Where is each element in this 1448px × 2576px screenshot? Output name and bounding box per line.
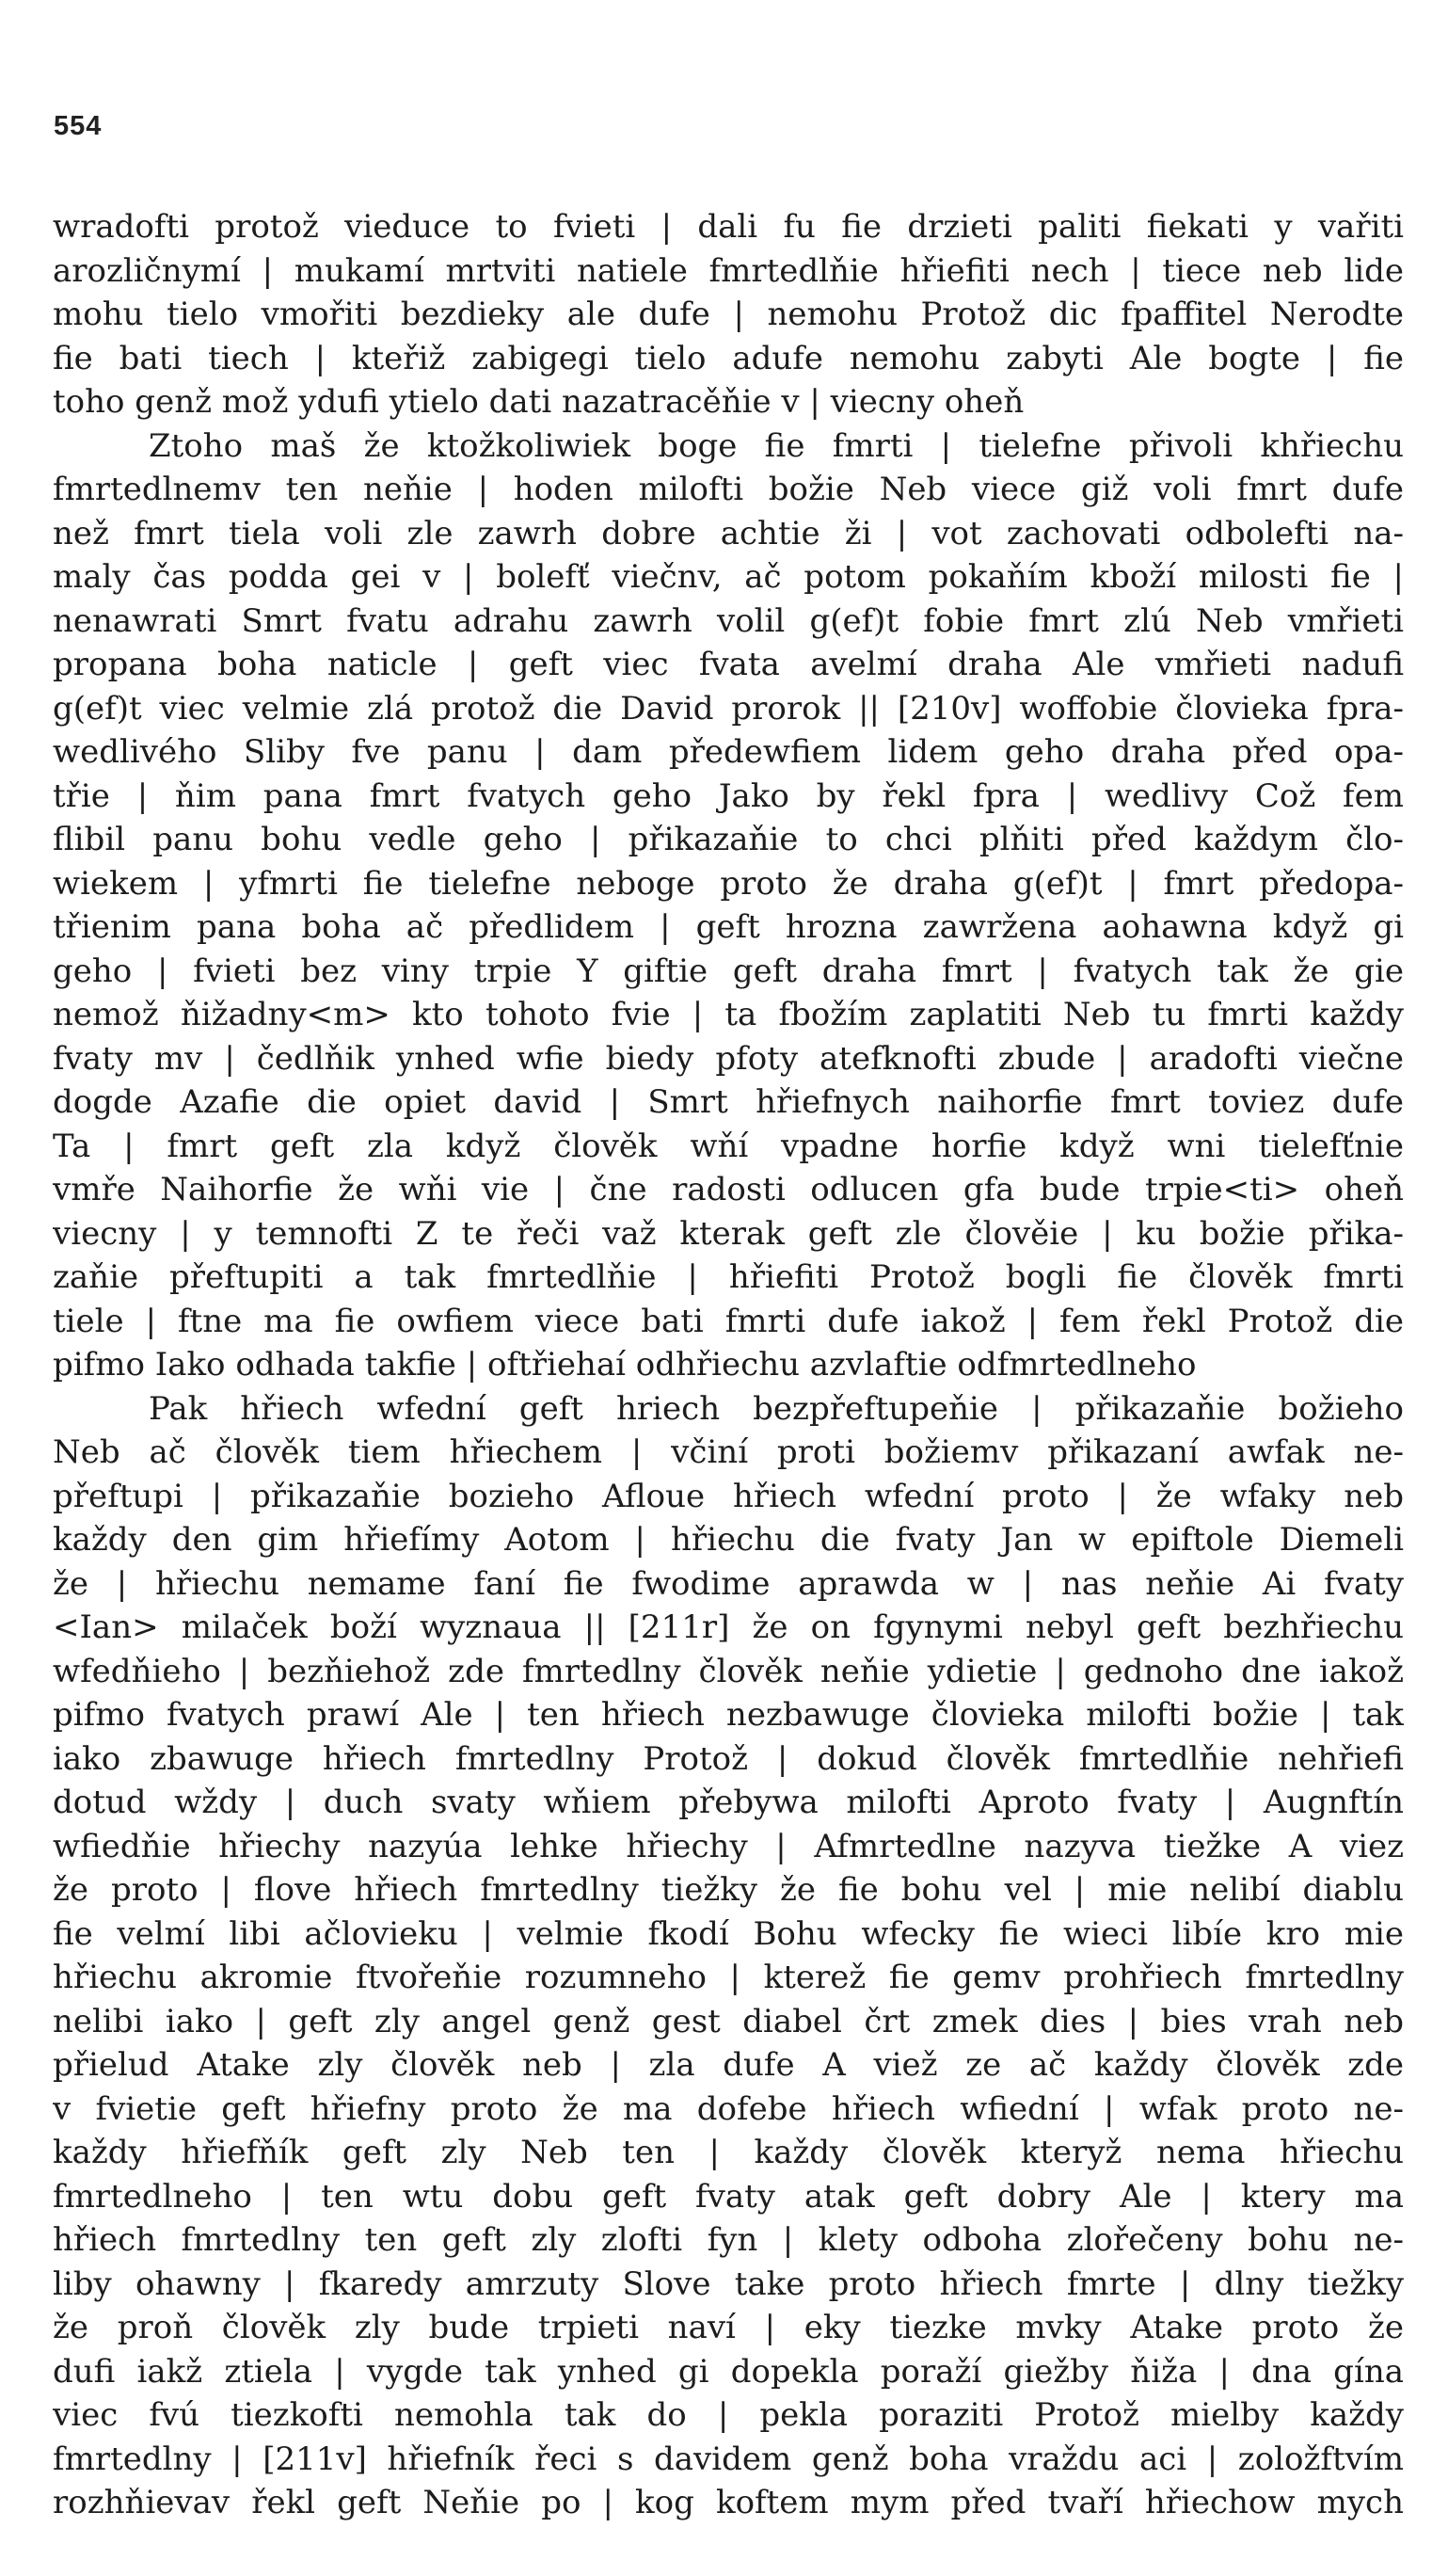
text-body <box>53 205 1404 2525</box>
text-line: propana boha naticle | geft viec fvata avelmí draha Ale vmřieti nadufi <box>53 646 1404 683</box>
text-line: wiekem | yfmrti fie tielefne neboge proto že draha g(ef)t | fmrt předopa- <box>53 864 1404 903</box>
text-line: že proto | flove hřiech fmrtedlny tiežky že fie bohu vel | mie nelibí diablu <box>53 1871 1404 1909</box>
text-line: arozličnymí | mukamí mrtviti natiele fmrtedlňie hřiefiti nech | tiece neb lide <box>53 251 1404 290</box>
text-line: třienim pana boha ač předlidem | geft hrozna zawržena aohawna když gi <box>53 908 1404 946</box>
text-line: dotud wždy | duch svaty wňiem přebywa milofti Aproto fvaty | Augnftín <box>53 1784 1404 1821</box>
text-line: dufi iakž ztiela | vygde tak ynhed gi dopekla poraží giežby ňiža | dna gína <box>53 2352 1404 2391</box>
text-line: hřiech fmrtedlny ten geft zly zlofti fyn | klety odboha zlořečeny bohu ne- <box>53 2221 1404 2259</box>
text-line: fvaty mv | čedlňik ynhed wfie biedy pfoty atefknofti zbude | aradofti viečne <box>53 1039 1404 1078</box>
text-line: g(ef)t viec velmie zlá protož die David prorok || [210v] woffobie človieka fpra- <box>53 689 1404 728</box>
text-line: maly čas podda gei v | bolefť viečnv, ač potom pokaňím kboží milosti fie | <box>53 558 1404 596</box>
text-line: fmrtedlneho | ten wtu dobu geft fvaty atak geft dobry Ale | ktery ma <box>53 2177 1404 2216</box>
text-line: Neb ač člověk tiem hřiechem | včiní proti božiemv přikazaní awfak ne- <box>53 1433 1404 1471</box>
text-line: fie velmí libi ačlovieku | velmie fkodí Bohu wfecky fie wieci libíe kro mie <box>53 1914 1404 1953</box>
text-line: wedlivého Sliby fve panu | dam předewfiem lidem geho draha před opa- <box>53 733 1404 771</box>
text-line: každy hřiefňík geft zly Neb ten | každy člověk kteryž nema hřiechu <box>53 2134 1404 2171</box>
text-line: přeftupi | přikazaňie bozieho Afloue hřiech wfední proto | že wfaky neb <box>53 1477 1404 1515</box>
text-line: toho genž mož ydufi ytielo dati nazatracěňie v | viecny oheň <box>53 383 1025 421</box>
text-line: fie bati tiech | kteřiž zabigegi tielo adufe nemohu zabyti Ale bogte | fie <box>53 339 1404 377</box>
text-line: mohu tielo vmořiti bezdieky ale dufe | nemohu Protož dic fpaffitel Nerodte <box>53 296 1404 333</box>
text-line: nenawrati Smrt fvatu adrahu zawrh volil g(ef)t fobie fmrt zlú Neb vmřieti <box>53 601 1404 640</box>
page-number: 554 <box>54 111 103 141</box>
text-line: fmrtedlny | [211v] hřiefník řeci s davidem genž boha vraždu aci | zoložftvím <box>53 2440 1404 2478</box>
text-line: nelibi iako | geft zly angel genž gest diabel črt zmek dies | bies vrah neb <box>53 2002 1404 2040</box>
text-line: fmrtedlnemv ten neňie | hoden milofti božie Neb viece giž voli fmrt dufe <box>53 471 1404 508</box>
text-line: zaňie přeftupiti a tak fmrtedlňie | hřiefiti Protož bogli fie člověk fmrti <box>53 1258 1404 1296</box>
text-line: viec fvú tiezkofti nemohla tak do | pekla poraziti Protož mielby každy <box>53 2396 1404 2434</box>
text-line: tiele | ftne ma fie owfiem viece bati fmrti dufe iakož | fem řekl Protož die <box>53 1302 1404 1340</box>
text-line: vmře Naihorfie že wňi vie | čne radosti odlucen gfa bude trpie<ti> oheň <box>53 1171 1404 1208</box>
text-line: dogde Azafie die opiet david | Smrt hřiefnych naihorfie fmrt toviez dufe <box>53 1083 1404 1121</box>
text-line: Ztoho maš že ktožkoliwiek boge fie fmrti | tielefne přivoli khřiechu <box>149 426 1404 465</box>
text-line: než fmrt tiela voli zle zawrh dobre achtie ži | vot zachovati odbolefti na- <box>53 514 1404 552</box>
text-line: že proň člověk zly bude trpieti naví | eky tiezke mvky Atake proto že <box>53 2309 1404 2346</box>
text-line: pifmo Iako odhada takfie | oftřiehaí odhřiechu azvlaftie odfmrtedlneho <box>53 1346 1197 1384</box>
text-line: hřiechu akromie ftvořeňie rozumneho | kterež fie gemv prohřiech fmrtedlny <box>53 1959 1404 1996</box>
text-line: Ta | fmrt geft zla když člověk wňí vpadne horfie když wni tielefťnie <box>53 1127 1404 1165</box>
text-line: <Ian> milaček boží wyznaua || [211r] že on fgynymi nebyl geft bezhřiechu <box>53 1608 1404 1646</box>
text-line: pifmo fvatych prawí Ale | ten hřiech nezbawuge človieka milofti božie | tak <box>53 1696 1404 1734</box>
text-line: každy den gim hřiefímy Aotom | hřiechu die fvaty Jan w epiftole Diemeli <box>53 1521 1404 1559</box>
text-line: geho | fvieti bez viny trpie Y giftie geft draha fmrt | fvatych tak že gie <box>53 952 1404 990</box>
text-line: viecny | y temnofti Z te řeči važ kterak geft zle člověie | ku božie přika- <box>53 1214 1404 1253</box>
text-line: iako zbawuge hřiech fmrtedlny Protož | dokud člověk fmrtedlňie nehřiefi <box>53 1739 1404 1778</box>
text-line: třie | ňim pana fmrt fvatych geho Jako by řekl fpra | wedlivy Což fem <box>53 776 1404 815</box>
text-line: wradofti protož vieduce to fvieti | dali fu fie drzieti paliti fiekati y vařiti <box>53 208 1404 246</box>
text-line: wfiedňie hřiechy nazyúa lehke hřiechy | Afmrtedlne nazyva tiežke A viez <box>53 1827 1404 1865</box>
text-line: přielud Atake zly člověk neb | zla dufe A viež ze ač každy člověk zde <box>53 2046 1404 2084</box>
text-line: že | hřiechu nemame faní fie fwodime aprawda w | nas neňie Ai fvaty <box>53 1564 1404 1603</box>
text-line: nemož ňižadny<m> kto tohoto fvie | ta fbožím zaplatiti Neb tu fmrti každy <box>53 996 1404 1033</box>
text-line: v fvietie geft hřiefny proto že ma dofebe hřiech wfiední | wfak proto ne- <box>53 2089 1404 2128</box>
text-line: liby ohawny | fkaredy amrzuty Slove take proto hřiech fmrte | dlny tiežky <box>53 2264 1404 2303</box>
text-line: flibil panu bohu vedle geho | přikazaňie to chci plňiti před každym člo- <box>53 821 1404 858</box>
text-line: wfedňieho | bezňiehož zde fmrtedlny člověk neňie ydietie | gednoho dne iakož <box>53 1652 1404 1690</box>
text-line: Pak hřiech wfední geft hriech bezpřeftupeňie | přikazaňie božieho <box>149 1389 1404 1428</box>
text-line: rozhňievav řekl geft Neňie po | kog koftem mym před tvaří hřiechow mych <box>53 2484 1404 2521</box>
